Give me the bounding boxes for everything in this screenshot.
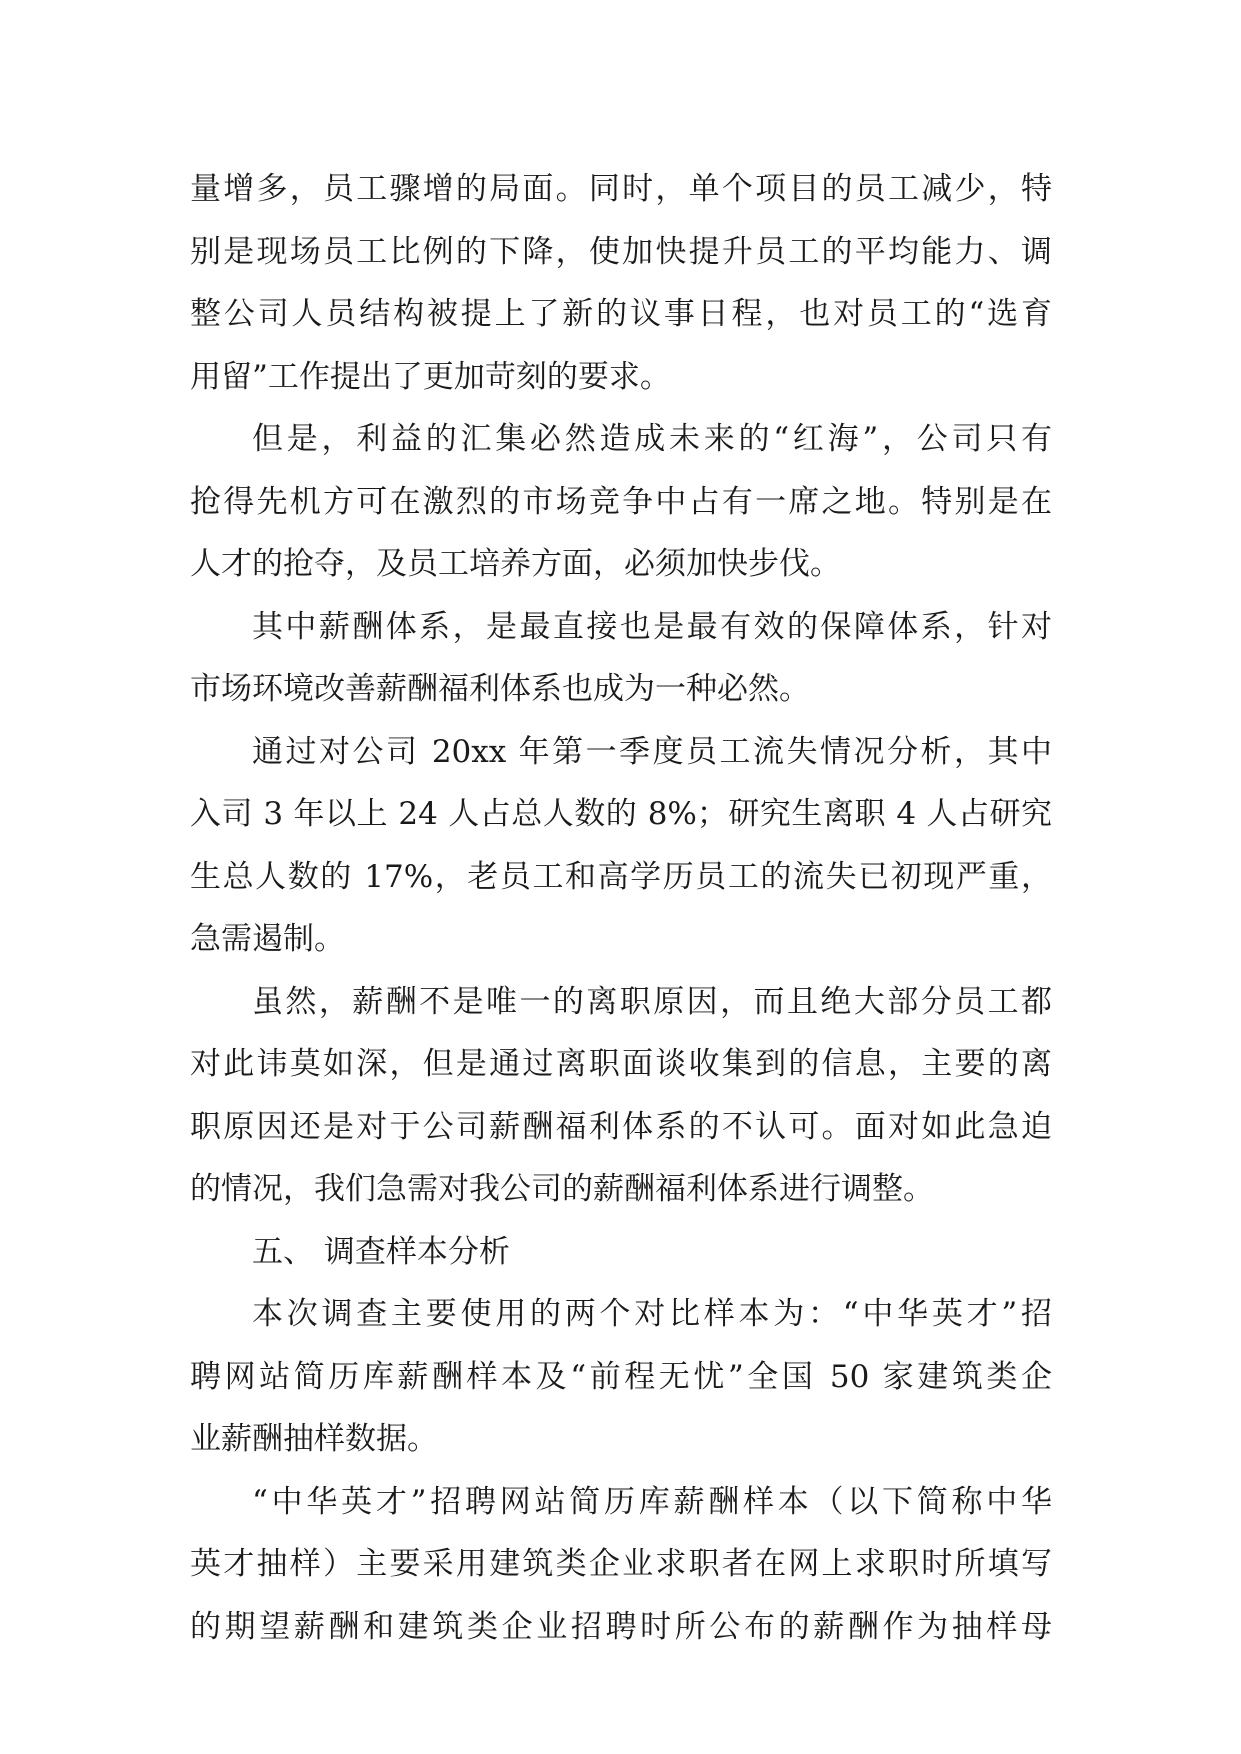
text-line: 本次调查主要使用的两个对比样本为：“中华英才”招 bbox=[252, 1296, 1052, 1332]
text-line: 生总人数的 17%，老员工和高学历员工的流失已初现严重， bbox=[190, 858, 1052, 895]
text-line: 但是，利益的汇集必然造成未来的“红海”，公司只有 bbox=[252, 421, 1052, 457]
text-line: 虽然，薪酬不是唯一的离职原因，而且绝大部分员工都 bbox=[252, 983, 1052, 1020]
text-line: 整公司人员结构被提上了新的议事日程，也对员工的“选育 bbox=[190, 296, 1052, 332]
text-line: 别是现场员工比例的下降，使加快提升员工的平均能力、调 bbox=[190, 233, 1052, 270]
text-line: “中华英才”招聘网站简历库薪酬样本（以下简称中华 bbox=[252, 1483, 1052, 1520]
text-line: 用留”工作提出了更加苛刻的要求。 bbox=[190, 358, 671, 395]
text-line: 聘网站简历库薪酬样本及“前程无忧”全国 50 家建筑类企 bbox=[190, 1358, 1052, 1395]
text-line: 职原因还是对于公司薪酬福利体系的不认可。面对如此急迫 bbox=[190, 1108, 1052, 1145]
text-line: 英才抽样）主要采用建筑类企业求职者在网上求职时所填写 bbox=[190, 1546, 1052, 1582]
text-line: 人才的抢夺，及员工培养方面，必须加快步伐。 bbox=[190, 546, 841, 582]
section-heading: 五、 调查样本分析 bbox=[252, 1233, 510, 1270]
text-line: 入司 3 年以上 24 人占总人数的 8%；研究生离职 4 人占研究 bbox=[190, 796, 1052, 832]
text-line: 业薪酬抽样数据。 bbox=[190, 1421, 438, 1457]
text-line: 的情况，我们急需对我公司的薪酬福利体系进行调整。 bbox=[190, 1171, 934, 1207]
text-line: 量增多，员工骤增的局面。同时，单个项目的员工减少，特 bbox=[190, 171, 1052, 207]
text-line: 抢得先机方可在激烈的市场竞争中占有一席之地。特别是在 bbox=[190, 483, 1052, 520]
text-line: 对此讳莫如深，但是通过离职面谈收集到的信息，主要的离 bbox=[190, 1046, 1052, 1082]
text-line: 市场环境改善薪酬福利体系也成为一种必然。 bbox=[190, 671, 810, 707]
text-line: 急需遏制。 bbox=[190, 921, 345, 957]
text-line: 通过对公司 20xx 年第一季度员工流失情况分析，其中 bbox=[252, 733, 1052, 770]
text-line: 的期望薪酬和建筑类企业招聘时所公布的薪酬作为抽样母 bbox=[190, 1608, 1052, 1645]
text-line: 其中薪酬体系，是最直接也是最有效的保障体系，针对 bbox=[252, 608, 1052, 645]
body-text bbox=[190, 158, 1052, 1658]
